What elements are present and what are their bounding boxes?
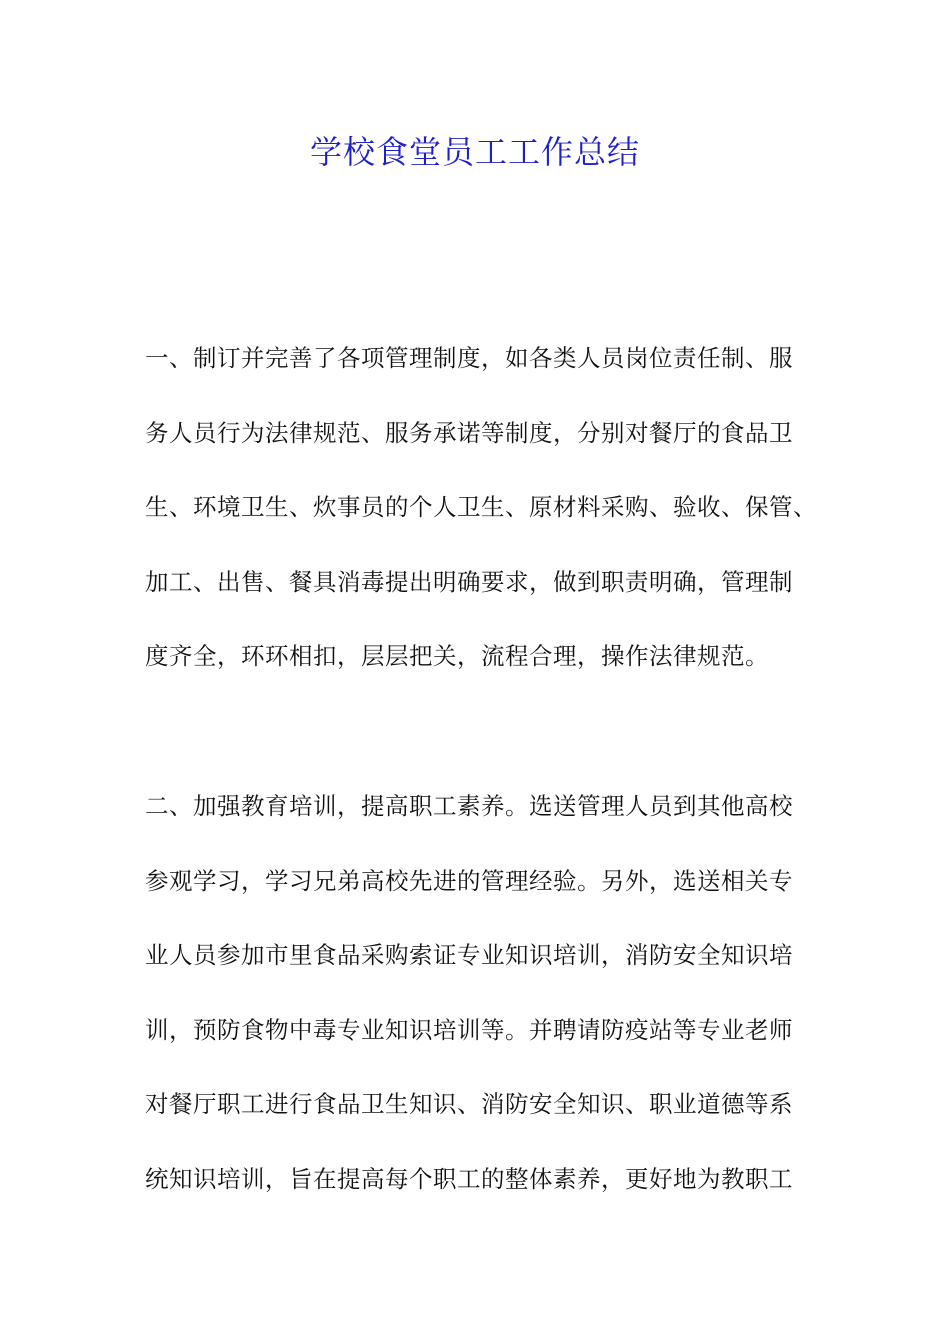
paragraph-line: 训，预防食物中毒专业知识培训等。并聘请防疫站等专业老师 — [145, 1015, 793, 1044]
paragraph-line: 加工、出售、餐具消毒提出明确要求，做到职责明确，管理制 — [145, 567, 793, 596]
paragraph-line: 一、制订并完善了各项管理制度，如各类人员岗位责任制、服 — [145, 344, 793, 372]
paragraph-1 — [145, 338, 827, 711]
paragraph-line: 务人员行为法律规范、服务承诺等制度，分别对餐厅的食品卫 — [145, 418, 793, 447]
paragraph-2 — [145, 786, 827, 1233]
paragraph-line: 参观学习，学习兄弟高校先进的管理经验。另外，选送相关专 — [145, 866, 793, 895]
paragraph-line: 统知识培训，旨在提高每个职工的整体素养，更好地为教职工 — [145, 1164, 793, 1193]
paragraph-line: 二、加强教育培训，提高职工素养。选送管理人员到其他高校 — [145, 792, 793, 820]
paragraph-line: 业人员参加市里食品采购索证专业知识培训，消防安全知识培 — [145, 941, 793, 969]
paragraph-line: 生、环境卫生、炊事员的个人卫生、原材料采购、验收、保管、 — [145, 493, 817, 521]
document-title: 学校食堂员工工作总结 — [309, 133, 640, 171]
paragraph-line: 对餐厅职工进行食品卫生知识、消防安全知识、职业道德等系 — [145, 1090, 793, 1118]
paragraph-line: 度齐全，环环相扣，层层把关，流程合理，操作法律规范。 — [145, 642, 769, 670]
